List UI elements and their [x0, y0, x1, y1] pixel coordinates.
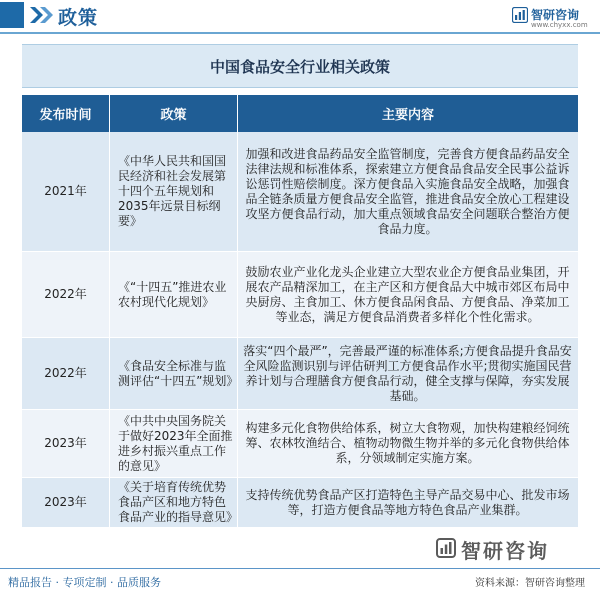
- footer-slogan: 精品报告 · 专项定制 · 品质服务: [8, 576, 161, 589]
- cell-content: 鼓励农业产业化龙头企业建立大型农业企方便食品业集团，开展农产品精深加工，在主产区和方便食品大中城市郊区布局中央厨房、主食加工、休方便食品闲食品、方便食品、净菜加工等业态，满足方便食品消费者多样化个性化需求。: [245, 264, 570, 324]
- footer-source: 资料来源：智研咨询整理: [475, 578, 585, 589]
- table-row: [22, 132, 578, 252]
- double-chevron-icon: [30, 7, 56, 23]
- brand-bar: [0, 2, 24, 28]
- logo-name: 智研咨询: [531, 8, 580, 22]
- cell-time: 2022年: [22, 338, 110, 409]
- cell-time: 2023年: [22, 410, 110, 477]
- table-header: [22, 95, 578, 132]
- watermark-text: 智研咨询: [461, 539, 549, 563]
- table-title: 中国食品安全行业相关政策: [209, 57, 390, 76]
- cell-policy: 《食品安全标准与监测评估“十四五”规划》: [110, 338, 238, 409]
- cell-time: 2022年: [22, 252, 110, 337]
- cell-content: 加强和改进食品药品安全监管制度，完善食方便食品药品安全法律法规和标准体系，探索建立方便食品食品安全民事公益诉讼惩罚性赔偿制度。深方便食品入实施食品安全战略，加强食品全链条质量方便食品安全监管，推进食品安全放心工程建设攻坚方便食品行动，加大重点领域食品安全问题联合整治方便食品力度。: [245, 146, 570, 236]
- cell-content: 落实“四个最严”，完善最严谨的标准体系;方便食品提升食品安全风险监测识别与评估研判工方便食品作水平;贯彻实施国民营养计划与合理膳食方便食品行动，健全支撑与保障，夯实发展基础。: [243, 343, 572, 403]
- page-header: [0, 0, 600, 34]
- watermark: [436, 535, 580, 561]
- table-row: [22, 478, 578, 528]
- table-row: [22, 338, 578, 410]
- col-header-policy: 政策: [110, 95, 238, 132]
- section-title: 政策: [58, 7, 99, 29]
- header-divider: [0, 32, 600, 34]
- table-row: [22, 252, 578, 338]
- logo-icon: [512, 7, 528, 23]
- cell-policy: 《中共中央国务院关于做好2023年全面推进乡村振兴重点工作的意见》: [110, 410, 238, 477]
- col-header-time: 发布时间: [22, 95, 110, 132]
- col-header-content: 主要内容: [381, 108, 434, 123]
- table-row: [22, 410, 578, 478]
- table-title-band: [22, 44, 578, 88]
- cell-policy: 《中华人民共和国国民经济和社会发展第十四个五年规划和2035年远景目标纲要》: [110, 132, 238, 251]
- cell-time: 2021年: [22, 132, 110, 251]
- watermark-logo-icon: [436, 538, 456, 558]
- policy-table: [22, 95, 578, 528]
- cell-policy: 《关于培育传统优势食品产区和地方特色食品产业的指导意见》: [110, 478, 238, 527]
- cell-content: 支持传统优势食品产区打造特色主导产品交易中心、批发市场等，打造方便食品等地方特色食品产业集群。: [245, 487, 570, 517]
- footer-divider: [0, 568, 600, 569]
- logo-url: www.chyxx.com: [531, 21, 588, 29]
- cell-time: 2023年: [22, 478, 110, 527]
- cell-policy: 《“十四五”推进农业农村现代化规划》: [110, 252, 238, 337]
- cell-content: 构建多元化食物供给体系，树立大食物观，加快构建粮经饲统筹、农林牧渔结合、植物动物微生物并举的多元化食物供给体系，分领域制定实施方案。: [245, 421, 570, 465]
